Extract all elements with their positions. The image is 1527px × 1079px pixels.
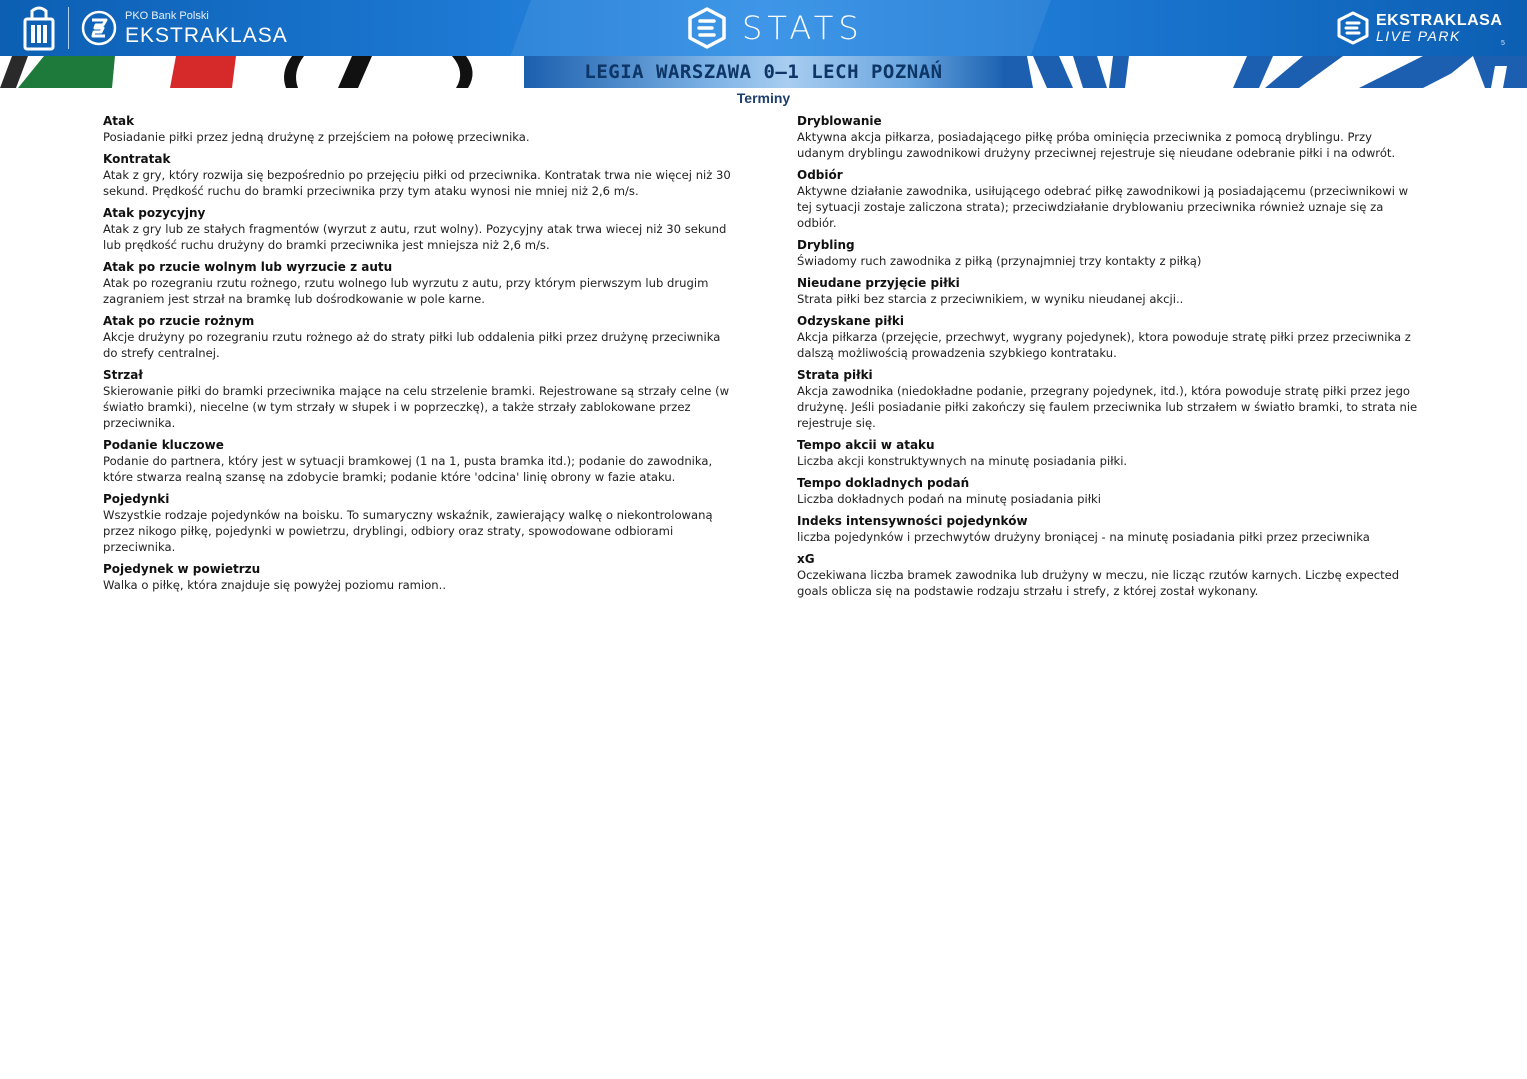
term-definition: Posiadanie piłki przez jedną drużynę z przejściem na połowę przeciwnika. [103,130,530,144]
term-entry [103,206,731,253]
lech-stripes-graphic [1003,56,1527,88]
term-definition: Podanie do partnera, który jest w sytuacji bramkowej (1 na 1, pusta bramka itd.); podanie do zawodnika, które stwarza realną szansę na zdobycie bramki; podanie które 'odcina' linię obrony w fazie ataku. [103,454,713,484]
term-entry [797,368,1422,431]
lech-colors-decoration [1003,56,1527,88]
legia-stripes-graphic [0,56,525,88]
term-definition: liczba pojedynków i przechwytów drużyny broniącej - na minutę posiadania piłki przez przeciwnika [797,530,1370,544]
term-definition: Atak z gry, który rozwija się bezpośrednio po przejęciu piłki od przeciwnika. Kontratak trwa nie więcej niż 30 sekund. Prędkość ruchu do bramki przeciwnika przy tym ataku wynosi nie mniej niż 2,6 m/s. [103,168,731,198]
term-entry [797,314,1422,361]
term-definition: Akcja zawodnika (niedokładne podanie, przegrany pojedynek, itd.), która powoduje stratę piłki przez jego drużynę. Jeśli posiadanie piłki zakończy się faulem przeciwnika lub strzałem w światło bramki, to strata nie rejestruje się. [797,384,1418,430]
term-name: Strata piłki [797,368,873,382]
term-name: Indeks intensywności pojedynków [797,514,1028,528]
term-name: Odzyskane piłki [797,314,904,328]
term-entry [797,476,1422,507]
header-bar [0,0,1527,56]
term-entry [103,368,731,431]
term-definition: Liczba dokładnych podań na minutę posiadania piłki [797,492,1101,506]
term-name: Podanie kluczowe [103,438,224,452]
term-name: Strzał [103,368,143,382]
term-definition: Liczba akcji konstruktywnych na minutę posiadania piłki. [797,454,1128,468]
term-definition: Oczekiwana liczba bramek zawodnika lub drużyny w meczu, nie licząc rzutów karnych. Liczbę expected goals oblicza się na podstawie rodzaju strzału i strefy, z której został wykonany. [797,568,1400,598]
term-entry [103,314,731,361]
legia-colors-decoration [0,56,525,88]
match-band [0,56,1527,88]
term-entry [103,562,731,593]
logo-divider [68,7,69,49]
live-park-top-text: EKSTRAKLASA [1376,12,1503,29]
term-name: Atak pozycyjny [103,206,206,220]
ekstraklasa-badge-icon [81,10,117,46]
pko-ekstraklasa-logo [22,4,288,52]
term-entry [797,552,1422,599]
term-name: Pojedynek w powietrzu [103,562,261,576]
page-number: 5 [1501,40,1505,47]
term-entry [797,514,1422,545]
term-entry [797,114,1422,161]
term-definition: Strata piłki bez starcia z przeciwnikiem, w wyniku nieudanej akcji.. [797,292,1184,306]
match-title: LEGIA WARSZAWA 0–1 LECH POZNAŃ [584,61,943,83]
bank-name: PKO Bank Polski [125,9,209,22]
terms-left-column [103,114,731,600]
pko-bank-icon [22,5,56,51]
term-entry [103,114,731,145]
term-name: Drybling [797,238,855,252]
ekstraklasa-live-park-logo [1336,11,1502,45]
stats-title: STATS [742,9,864,47]
term-definition: Aktywne działanie zawodnika, usiłującego odebrać piłkę zawodnikowi ją posiadającemu (przeciwnikowi w tej sytuacji zostaje zaliczona strata); przeciwdziałanie dryblowaniu przeciwnika również uznaje się za odbiór. [797,184,1409,230]
term-name: Atak po rzucie wolnym lub wyrzucie z autu [103,260,393,274]
term-definition: Akcje drużyny po rozegraniu rzutu rożnego aż do straty piłki lub oddalenia piłki przez drużynę przeciwnika do strefy centralnej. [103,330,721,360]
term-name: Atak [103,114,135,128]
term-definition: Akcja piłkarza (przejęcie, przechwyt, wygrany pojedynek), ktora powoduje stratę piłki przez przeciwnika z dalszą możliwością prowadzenia szybkiego kontrataku. [797,330,1411,360]
terms-right-column [797,114,1422,606]
stats-logo [686,7,864,49]
term-definition: Aktywna akcja piłkarza, posiadającego piłkę próba ominięcia przeciwnika z pomocą dryblingu. Przy udanym dryblingu zawodnikowi drużyny przeciwnej rejestruje się nieudane odebranie piłki i na odwrót. [797,130,1396,160]
stats-shield-icon [686,7,728,49]
term-name: Kontratak [103,152,171,166]
term-definition: Świadomy ruch zawodnika z piłką (przynajmniej trzy kontakty z piłką) [797,254,1202,268]
section-title: Terminy [736,90,791,106]
term-name: Nieudane przyjęcie piłki [797,276,960,290]
term-name: Pojedynki [103,492,170,506]
term-entry [103,152,731,199]
term-definition: Walka o piłkę, która znajduje się powyżej poziomu ramion.. [103,578,447,592]
live-park-bottom-text: LIVE PARK [1376,28,1461,44]
term-name: Dryblowanie [797,114,882,128]
term-definition: Atak po rozegraniu rzutu rożnego, rzutu wolnego lub wyrzutu z autu, przy którym pierwszym lub drugim zagraniem jest strzał na bramkę lub dośrodkowanie w pole karne. [103,276,709,306]
term-entry [103,260,731,307]
term-name: Tempo dokladnych podań [797,476,970,490]
term-name: xG [797,552,815,566]
term-definition: Atak z gry lub ze stałych fragmentów (wyrzut z autu, rzut wolny). Pozycyjny atak trwa wiecej niż 30 sekund lub prędkość ruchu drużyny do bramki przeciwnika jest mniejsza niż 2,6 m/s. [103,222,727,252]
term-name: Tempo akcii w ataku [797,438,935,452]
term-name: Odbiór [797,168,843,182]
term-entry [797,276,1422,307]
term-entry [103,492,731,555]
term-name: Atak po rzucie rożnym [103,314,255,328]
term-entry [797,238,1422,269]
match-title-banner [524,56,1003,88]
term-entry [797,168,1422,231]
term-definition: Wszystkie rodzaje pojedynków na boisku. To sumaryczny wskaźnik, zawierający walkę o niekontrolowaną przez nikogo piłkę, pojedynki w powietrzu, dryblingi, odbiory oraz straty, spowodowane odbiorami przeciwnika. [103,508,713,554]
term-entry [103,438,731,485]
term-entry [797,438,1422,469]
league-name: EKSTRAKLASA [125,23,288,47]
term-definition: Skierowanie piłki do bramki przeciwnika mające na celu strzelenie bramki. Rejestrowane są strzały celne (w światło bramki), niecelne (w tym strzały w słupek i w poprzeczkę), a także strzały zablokowane przez przeciwnika. [103,384,730,430]
live-park-shield-icon [1336,11,1370,45]
